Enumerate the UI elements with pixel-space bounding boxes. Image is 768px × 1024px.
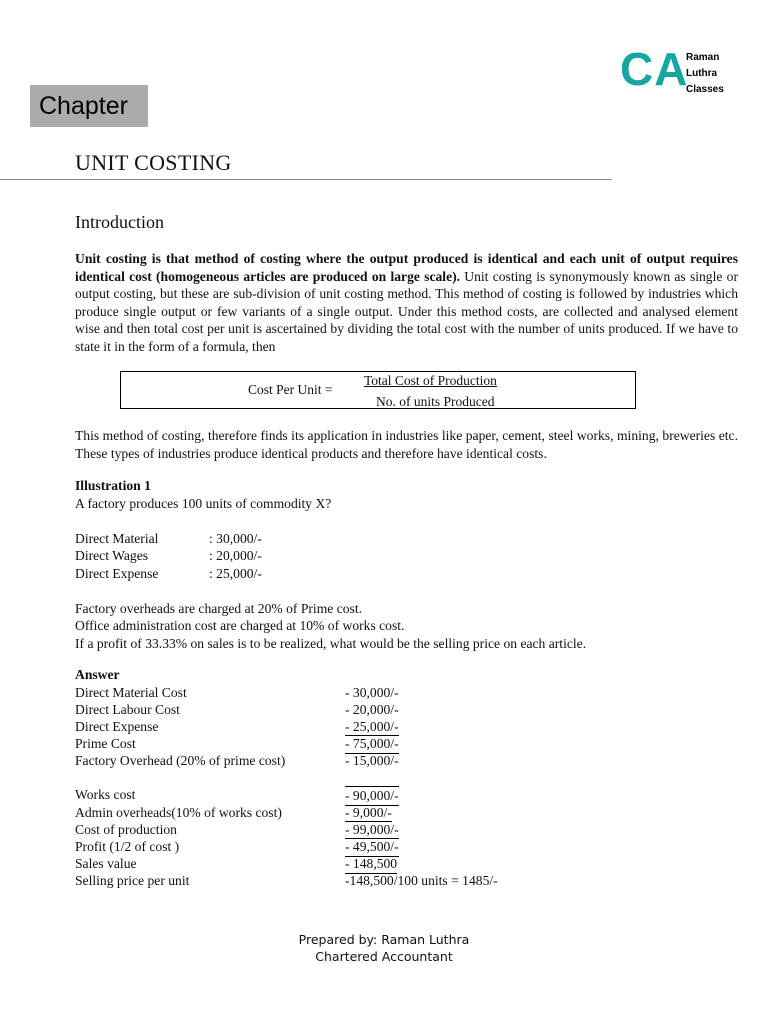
- answer-row-value: - 75,000/-: [345, 735, 399, 754]
- answer-row-label: Selling price per unit: [75, 873, 190, 889]
- answer-row-value: - 49,500/-: [345, 838, 399, 857]
- intro-text: Unit costing is synonymously known as single or output costing, but these are sub-division of unit costing method. This method of costing is followed by industries which produce single output or few variants of a single output. Under this method costs, are collected and analysed element wise and then total cost per unit is ascertained by dividing the total cost with the number of units produced. If we have to state it in the form of a formula, then: [75, 268, 738, 354]
- given-item: [75, 547, 586, 565]
- footer: [0, 931, 768, 965]
- answer-row-value: - 25,000/-: [345, 718, 399, 737]
- answer-row-label: Cost of production: [75, 821, 177, 837]
- given-item-value: : 20,000/-: [209, 548, 262, 563]
- answer-row: [75, 838, 399, 855]
- answer-section: [75, 666, 498, 890]
- answer-row-label: Works cost: [75, 787, 136, 803]
- title-divider: [0, 179, 612, 180]
- illustration-section: [75, 477, 586, 652]
- answer-row-label: Direct Labour Cost: [75, 701, 180, 717]
- answer-row: [75, 684, 399, 701]
- given-item-label: Direct Material: [75, 530, 159, 546]
- given-item-value: : 30,000/-: [209, 530, 262, 546]
- illustration-heading: Illustration 1: [75, 478, 151, 493]
- illustration-note: Office administration cost are charged at 10% of works cost.: [75, 618, 405, 633]
- page-title: UNIT COSTING: [75, 150, 232, 175]
- answer-row-label: Admin overheads(10% of works cost): [75, 804, 282, 820]
- given-item: [75, 565, 586, 583]
- formula-numerator: Total Cost of Production: [364, 373, 497, 388]
- answer-row-value: - 15,000/-: [345, 753, 399, 769]
- answer-row: [75, 752, 399, 769]
- illustration-note: If a profit of 33.33% on sales is to be realized, what would be the selling price on each article.: [75, 635, 587, 651]
- answer-row-value: - 99,000/-: [345, 821, 399, 840]
- given-item: [75, 530, 586, 548]
- logo-word: Raman: [686, 52, 720, 63]
- answer-row: [75, 821, 399, 838]
- brand-logo: [620, 43, 750, 98]
- formula-denominator: No. of units Produced: [376, 394, 495, 409]
- answer-row: [75, 872, 498, 889]
- answer-row: [75, 855, 398, 872]
- footer-prepared-by: Prepared by: Raman Luthra: [298, 932, 470, 947]
- application-paragraph: This method of costing, therefore finds its application in industries like paper, cement, steel works, mining, breweries etc. These types of industries produce identical products and therefore have identical costs.: [75, 428, 738, 461]
- intro-bold-text: Unit costing is that method of costing where the output produced is identical and each unit of output requires identical cost (homogeneous articles are produced on large scale).: [75, 251, 738, 284]
- answer-row: [75, 804, 392, 821]
- intro-paragraph: [75, 250, 738, 355]
- answer-row-label: Factory Overhead (20% of prime cost): [75, 753, 286, 769]
- illustration-note: Factory overheads are charged at 20% of Prime cost.: [75, 600, 363, 616]
- answer-row: [75, 735, 399, 752]
- logo-word: Luthra: [686, 68, 718, 79]
- answer-row-label: Sales value: [75, 856, 137, 872]
- answer-row-label: Profit (1/2 of cost ): [75, 839, 180, 854]
- answer-row-value: - 30,000/-: [345, 684, 399, 700]
- footer-designation: Chartered Accountant: [315, 949, 453, 964]
- answer-row: [75, 786, 399, 804]
- given-item-label: Direct Expense: [75, 565, 159, 581]
- section-heading-introduction: Introduction: [75, 212, 164, 232]
- answer-row: [75, 718, 399, 735]
- answer-row-value: - 90,000/-: [345, 786, 399, 806]
- answer-row-label: Direct Material Cost: [75, 684, 187, 700]
- answer-row-value: -148,500/100 units = 1485/-: [345, 873, 498, 889]
- logo-word: Classes: [686, 84, 724, 95]
- answer-row-value: - 20,000/-: [345, 701, 399, 717]
- formula-label: Cost Per Unit =: [248, 382, 333, 397]
- answer-heading: Answer: [75, 667, 120, 682]
- given-item-value: : 25,000/-: [209, 565, 262, 581]
- formula-box: [120, 371, 636, 409]
- answer-row: [75, 701, 399, 718]
- illustration-question: A factory produces 100 units of commodity X?: [75, 495, 332, 511]
- chapter-label: Chapter: [30, 85, 148, 127]
- answer-row-label: Prime Cost: [75, 736, 136, 752]
- answer-row-value: - 148,500: [345, 855, 397, 874]
- logo-initials: CA: [620, 43, 689, 95]
- answer-row-label: Direct Expense: [75, 718, 159, 734]
- logo-words: [686, 50, 724, 98]
- given-item-label: Direct Wages: [75, 548, 149, 563]
- answer-row-value: - 9,000/-: [345, 804, 392, 823]
